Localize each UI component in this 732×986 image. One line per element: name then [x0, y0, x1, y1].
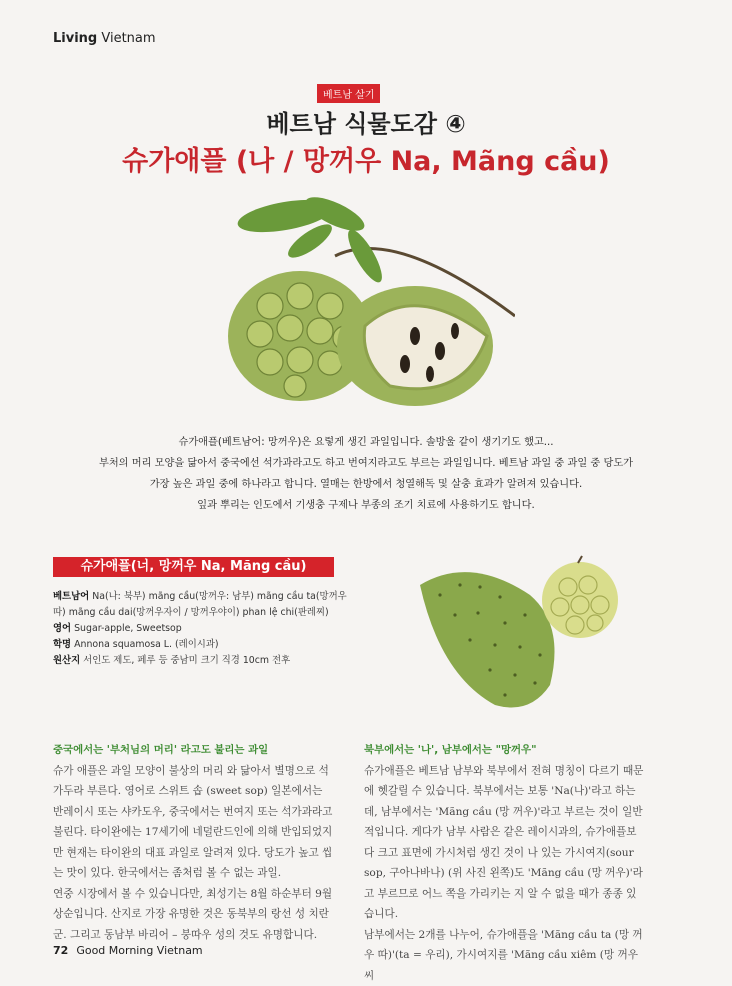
fact-key: 베트남어: [53, 591, 89, 602]
fact-value: Annona squamosa L. (레이시과): [71, 639, 218, 650]
fact-item: [53, 621, 353, 637]
left-column-heading: 중국에서는 '부처님의 머리' 라고도 불리는 과일: [53, 740, 333, 761]
category-badge: 베트남 살기: [317, 84, 380, 103]
intro-line: 가장 높은 과일 중에 하나라고 합니다. 열매는 한방에서 청열해독 및 살충 효과가 알려져 있습니다.: [60, 474, 672, 495]
brand-rest: Vietnam: [97, 31, 155, 46]
fact-value: Na(나: 북부) mãng cầu(망꺼우: 남부) mãng cầu ta(망꺼우따) mãng cầu dai(망꺼우자이 / 망꺼우야이) phan lệ chi(판레찌): [53, 591, 347, 618]
brand-bold: Living: [53, 31, 97, 46]
fact-item: [53, 653, 353, 669]
info-box-title: 슈가애플(너, 망꺼우 Na, Mãng cầu): [53, 557, 334, 577]
left-column-body-2: 연중 시장에서 볼 수 있습니다만, 최성기는 8월 하순부터 9월 상순입니다. 산지로 가장 유명한 것은 동북부의 랑선 성 치란 군. 그리고 동남부 바리어 – 붕따우 성의 것도 유명합니다.: [53, 884, 333, 946]
intro-paragraph: [60, 432, 672, 516]
fact-value: 서인도 제도, 페루 등 중남미 크기 직경 10cm 전후: [80, 655, 290, 666]
fact-item: [53, 589, 353, 621]
intro-line: 잎과 뿌리는 인도에서 기생충 구제나 부종의 조기 치료에 사용하기도 합니다.: [60, 495, 672, 516]
left-column-body: 슈가 애플은 과일 모양이 불상의 머리 와 닮아서 별명으로 석가두라 부른다. 영어로 스위트 솝 (sweet sop) 일본에서는 반레이시 또는 샤카도우, 중국에서는 번여지 또는 석가과라고 불린다. 타이완에는 17세기에 네덜란드인에 의해 반입되었지만 현재는 타이완의 대표 과일로 알려져 있다. 당도가 높고 씹는 맛이 있다. 한국에서는 좀처럼 볼 수 없는 과일.: [53, 761, 333, 884]
intro-line: 슈가애플(베트남어: 망꺼우)은 요렇게 생긴 과일입니다. 솔방울 같이 생기기도 했고...: [60, 432, 672, 453]
fact-key: 영어: [53, 623, 71, 634]
page-number: 72: [53, 944, 68, 957]
magazine-section-header: [53, 31, 156, 46]
sugar-apple-illustration: [215, 186, 515, 406]
right-column-body: 슈가애플은 베트남 남부와 북부에서 전혀 명칭이 다르기 때문에 헷갈릴 수 있습니다. 북부에서는 보통 'Na(나)'라고 하는데, 남부에서는 'Mãng cầu (망 꺼우)'라고 부르는 것이 일반적입니다. 게다가 남부 사람은 같은 레이시과의, 슈가애플보다 크고 표면에 가시처럼 생긴 것이 나 있는 가시여지(sour sop, 구아나바나) (위 사진 왼쪽)도 'Mãng cầu (망 꺼우)'라고 부르므로 어느 쪽을 가리키는 지 알 수 없을 때가 종종 있습니다.: [364, 761, 644, 925]
fact-key: 원산지: [53, 655, 80, 666]
page-title: 베트남 식물도감 ④: [0, 104, 732, 139]
magazine-name: Good Morning Vietnam: [76, 944, 202, 957]
right-article-column: [364, 740, 644, 986]
intro-line: 부처의 머리 모양을 닮아서 중국에선 석가과라고도 하고 번여지라고도 부르는 과일입니다. 베트남 과일 중 과일 중 당도가: [60, 453, 672, 474]
right-column-body-2: 남부에서는 2개를 나누어, 슈가애플을 'Mãng cầu ta (망 꺼우 따)'(ta = 우리), 가시여지를 'Mãng cầu xiêm (망 꺼우 씨: [364, 925, 644, 986]
left-article-column: [53, 740, 333, 945]
fact-value: Sugar-apple, Sweetsop: [71, 623, 182, 634]
page-subtitle: 슈가애플 (나 / 망꺼우 Na, Mãng cầu): [0, 139, 732, 178]
right-column-heading: 북부에서는 '나', 남부에서는 "망꺼우": [364, 740, 644, 761]
fact-list: [53, 589, 353, 669]
page-footer: [53, 944, 203, 957]
soursop-and-sugar-apple-illustration: [400, 555, 620, 715]
fact-item: [53, 637, 353, 653]
fact-key: 학명: [53, 639, 71, 650]
